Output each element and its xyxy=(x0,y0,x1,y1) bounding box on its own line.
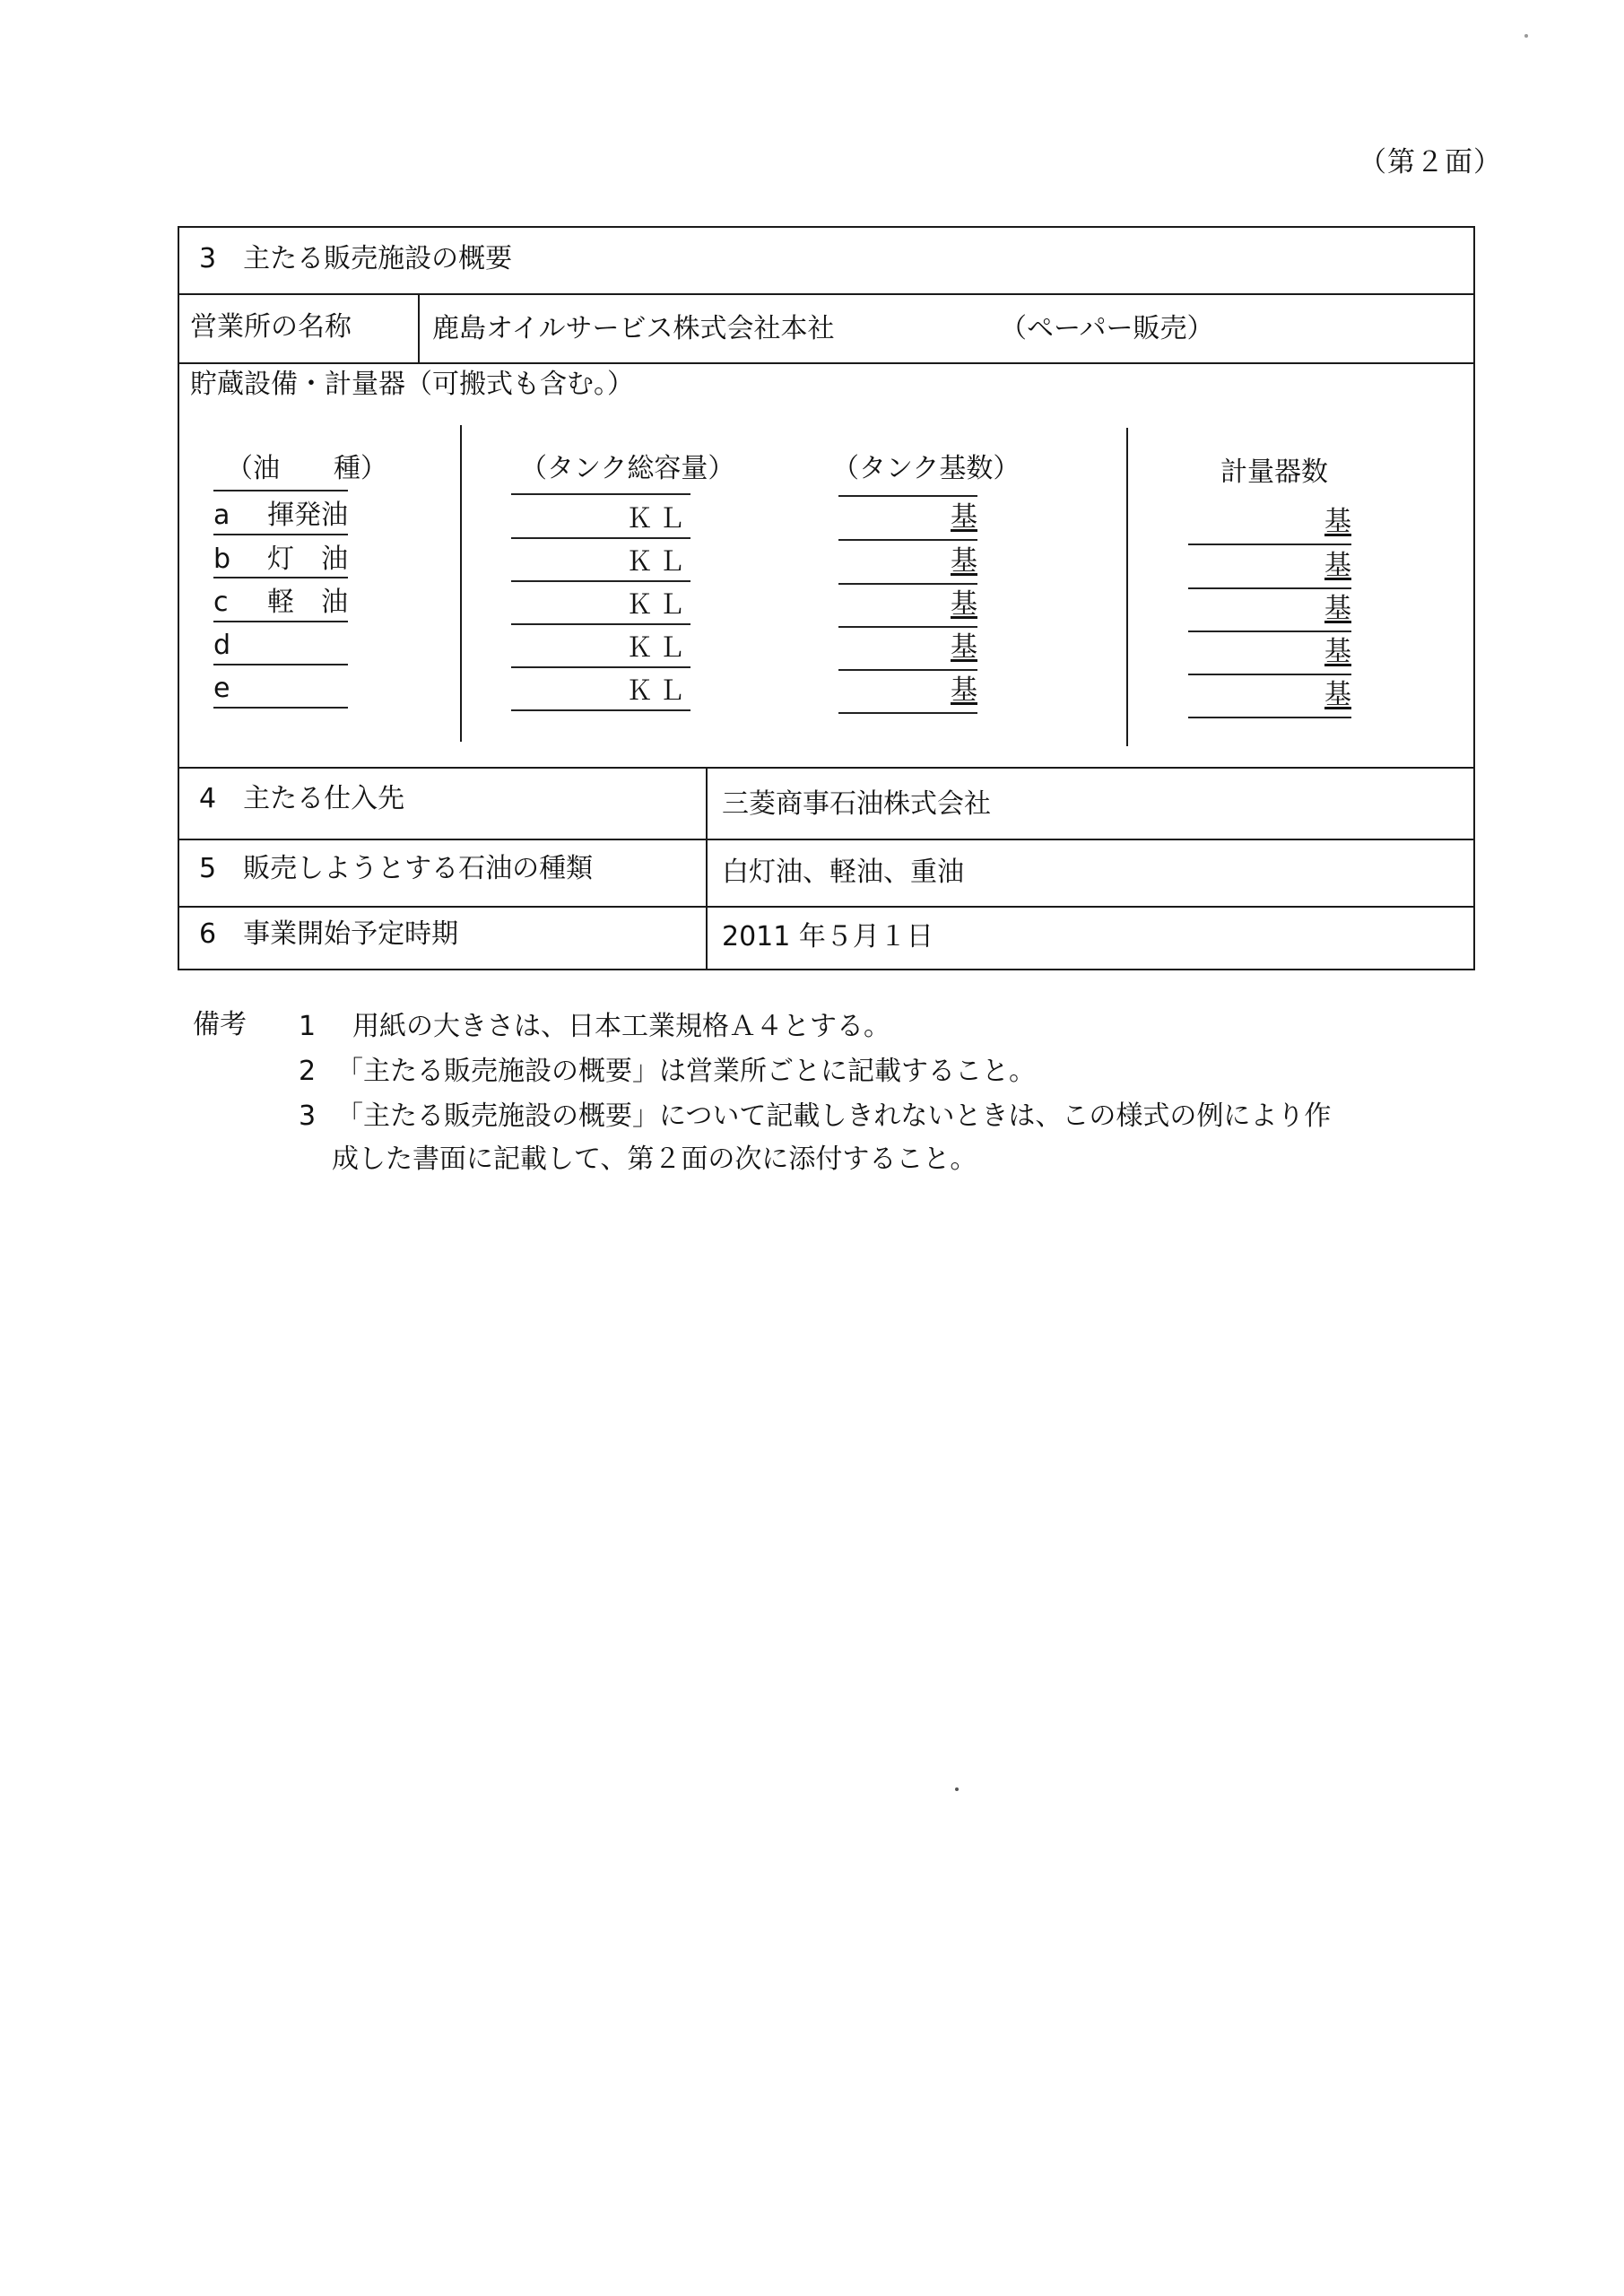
row-letter: b xyxy=(213,544,231,575)
tank-count-field-c[interactable] xyxy=(838,588,977,620)
remarks-heading: 備考 xyxy=(193,1009,247,1040)
remark-number: 1 xyxy=(299,1011,317,1042)
oil-type-header: （油 種） xyxy=(226,453,387,484)
meter-count-underline xyxy=(1188,587,1351,589)
storage-column-divider xyxy=(460,425,462,742)
kl-unit: ＫＬ xyxy=(626,675,690,707)
oil-type-label-c xyxy=(213,589,348,616)
item-5-value[interactable]: 白灯油、軽油、重油 xyxy=(722,857,964,888)
storage-column-divider xyxy=(1126,428,1128,746)
scan-artifact xyxy=(955,1787,959,1791)
ki-unit: 基 xyxy=(1324,550,1351,581)
row-divider xyxy=(179,767,1473,769)
meter-count-field-d[interactable] xyxy=(1188,636,1351,667)
row-divider xyxy=(179,839,1473,840)
ki-unit: 基 xyxy=(1324,593,1351,624)
ki-unit: 基 xyxy=(1324,679,1351,710)
office-name-label: 営業所の名称 xyxy=(190,311,352,343)
row-divider xyxy=(179,906,1473,908)
item-6-value[interactable]: 2011 年５月１日 xyxy=(722,921,934,952)
tank-capacity-header: （タンク総容量） xyxy=(520,453,735,484)
tank-count-field-a[interactable] xyxy=(838,501,977,533)
item-6-label: 6 事業開始予定時期 xyxy=(199,918,459,950)
meter-count-underline xyxy=(1188,717,1351,718)
capacity-underline xyxy=(511,580,690,582)
meter-count-field-b[interactable] xyxy=(1188,552,1351,579)
column-divider xyxy=(418,293,420,362)
page-number-label: （第２面） xyxy=(1359,146,1502,178)
ki-unit: 基 xyxy=(951,501,977,533)
ki-unit: 基 xyxy=(951,588,977,620)
ki-unit: 基 xyxy=(1324,506,1351,537)
oil-type-underline xyxy=(213,707,348,709)
ki-unit: 基 xyxy=(951,674,977,706)
tank-count-underline xyxy=(838,626,977,628)
remark-text-2: 「主たる販売施設の概要」は営業所ごとに記載すること。 xyxy=(336,1056,1036,1087)
item-4-value[interactable]: 三菱商事石油株式会社 xyxy=(722,788,991,820)
oil-name: 軽 油 xyxy=(267,587,348,618)
scan-artifact xyxy=(1524,34,1528,38)
kl-unit: ＫＬ xyxy=(626,503,690,535)
column-divider xyxy=(706,767,708,970)
row-letter: c xyxy=(213,587,229,618)
row-divider xyxy=(179,362,1473,364)
tank-count-underline xyxy=(838,669,977,671)
storage-heading: 貯蔵設備・計量器（可搬式も含む。） xyxy=(190,369,634,400)
remark-number: 2 xyxy=(299,1056,317,1087)
meter-count-field-e[interactable] xyxy=(1188,679,1351,710)
oil-type-underline xyxy=(213,621,348,622)
header-underline xyxy=(838,495,977,497)
meter-count-header: 計量器数 xyxy=(1220,457,1328,488)
tank-count-field-d[interactable] xyxy=(838,631,977,663)
oil-name: 灯 油 xyxy=(267,544,348,575)
tank-count-underline xyxy=(838,583,977,585)
kl-unit: ＫＬ xyxy=(626,546,690,578)
oil-type-label-a xyxy=(213,502,348,529)
kl-unit: ＫＬ xyxy=(626,632,690,664)
remark-text-3: 「主たる販売施設の概要」について記載しきれないときは、この様式の例により作 xyxy=(336,1100,1332,1132)
meter-count-field-a[interactable] xyxy=(1188,506,1351,537)
ki-unit: 基 xyxy=(951,631,977,663)
office-name-value[interactable]: 鹿島オイルサービス株式会社本社 xyxy=(432,313,835,344)
tank-count-field-e[interactable] xyxy=(838,674,977,706)
tank-count-header: （タンク基数） xyxy=(832,453,1020,484)
item-5-label: 5 販売しようとする石油の種類 xyxy=(199,853,594,884)
meter-count-underline xyxy=(1188,631,1351,632)
header-underline xyxy=(511,493,690,495)
row-letter: d xyxy=(213,630,231,661)
oil-type-underline xyxy=(213,534,348,535)
capacity-underline xyxy=(511,709,690,711)
remark-text-1: 用紙の大きさは、日本工業規格Ａ４とする。 xyxy=(352,1011,890,1042)
tank-count-underline xyxy=(838,712,977,714)
ki-unit: 基 xyxy=(1324,636,1351,667)
oil-name: 揮発油 xyxy=(267,500,348,531)
tank-count-underline xyxy=(838,539,977,541)
capacity-underline xyxy=(511,623,690,625)
item-4-label: 4 主たる仕入先 xyxy=(199,783,405,814)
ki-unit: 基 xyxy=(951,545,977,577)
kl-unit: ＫＬ xyxy=(626,589,690,621)
office-note: （ペーパー販売） xyxy=(1000,313,1214,344)
oil-type-label-d xyxy=(213,632,267,659)
row-letter: a xyxy=(213,500,230,531)
remark-number: 3 xyxy=(299,1100,317,1132)
section-3-title: 3 主たる販売施設の概要 xyxy=(199,243,513,274)
oil-type-label-e xyxy=(213,675,267,702)
capacity-underline xyxy=(511,666,690,668)
sales-facility-form-table xyxy=(178,226,1475,970)
tank-capacity-field-a[interactable] xyxy=(511,503,690,535)
capacity-underline xyxy=(511,537,690,539)
meter-count-underline xyxy=(1188,674,1351,675)
oil-type-underline xyxy=(213,664,348,665)
tank-capacity-field-c[interactable] xyxy=(511,589,690,621)
tank-capacity-field-e[interactable] xyxy=(511,675,690,707)
row-letter: e xyxy=(213,673,230,704)
meter-count-underline xyxy=(1188,544,1351,545)
oil-type-label-b xyxy=(213,546,348,573)
tank-capacity-field-d[interactable] xyxy=(511,632,690,664)
tank-capacity-field-b[interactable] xyxy=(511,546,690,578)
tank-count-field-b[interactable] xyxy=(838,545,977,577)
oil-type-underline xyxy=(213,577,348,578)
header-underline xyxy=(213,490,348,491)
remark-text-3-continuation: 成した書面に記載して、第２面の次に添付すること。 xyxy=(332,1144,977,1175)
row-divider xyxy=(179,293,1473,295)
meter-count-field-c[interactable] xyxy=(1188,593,1351,624)
